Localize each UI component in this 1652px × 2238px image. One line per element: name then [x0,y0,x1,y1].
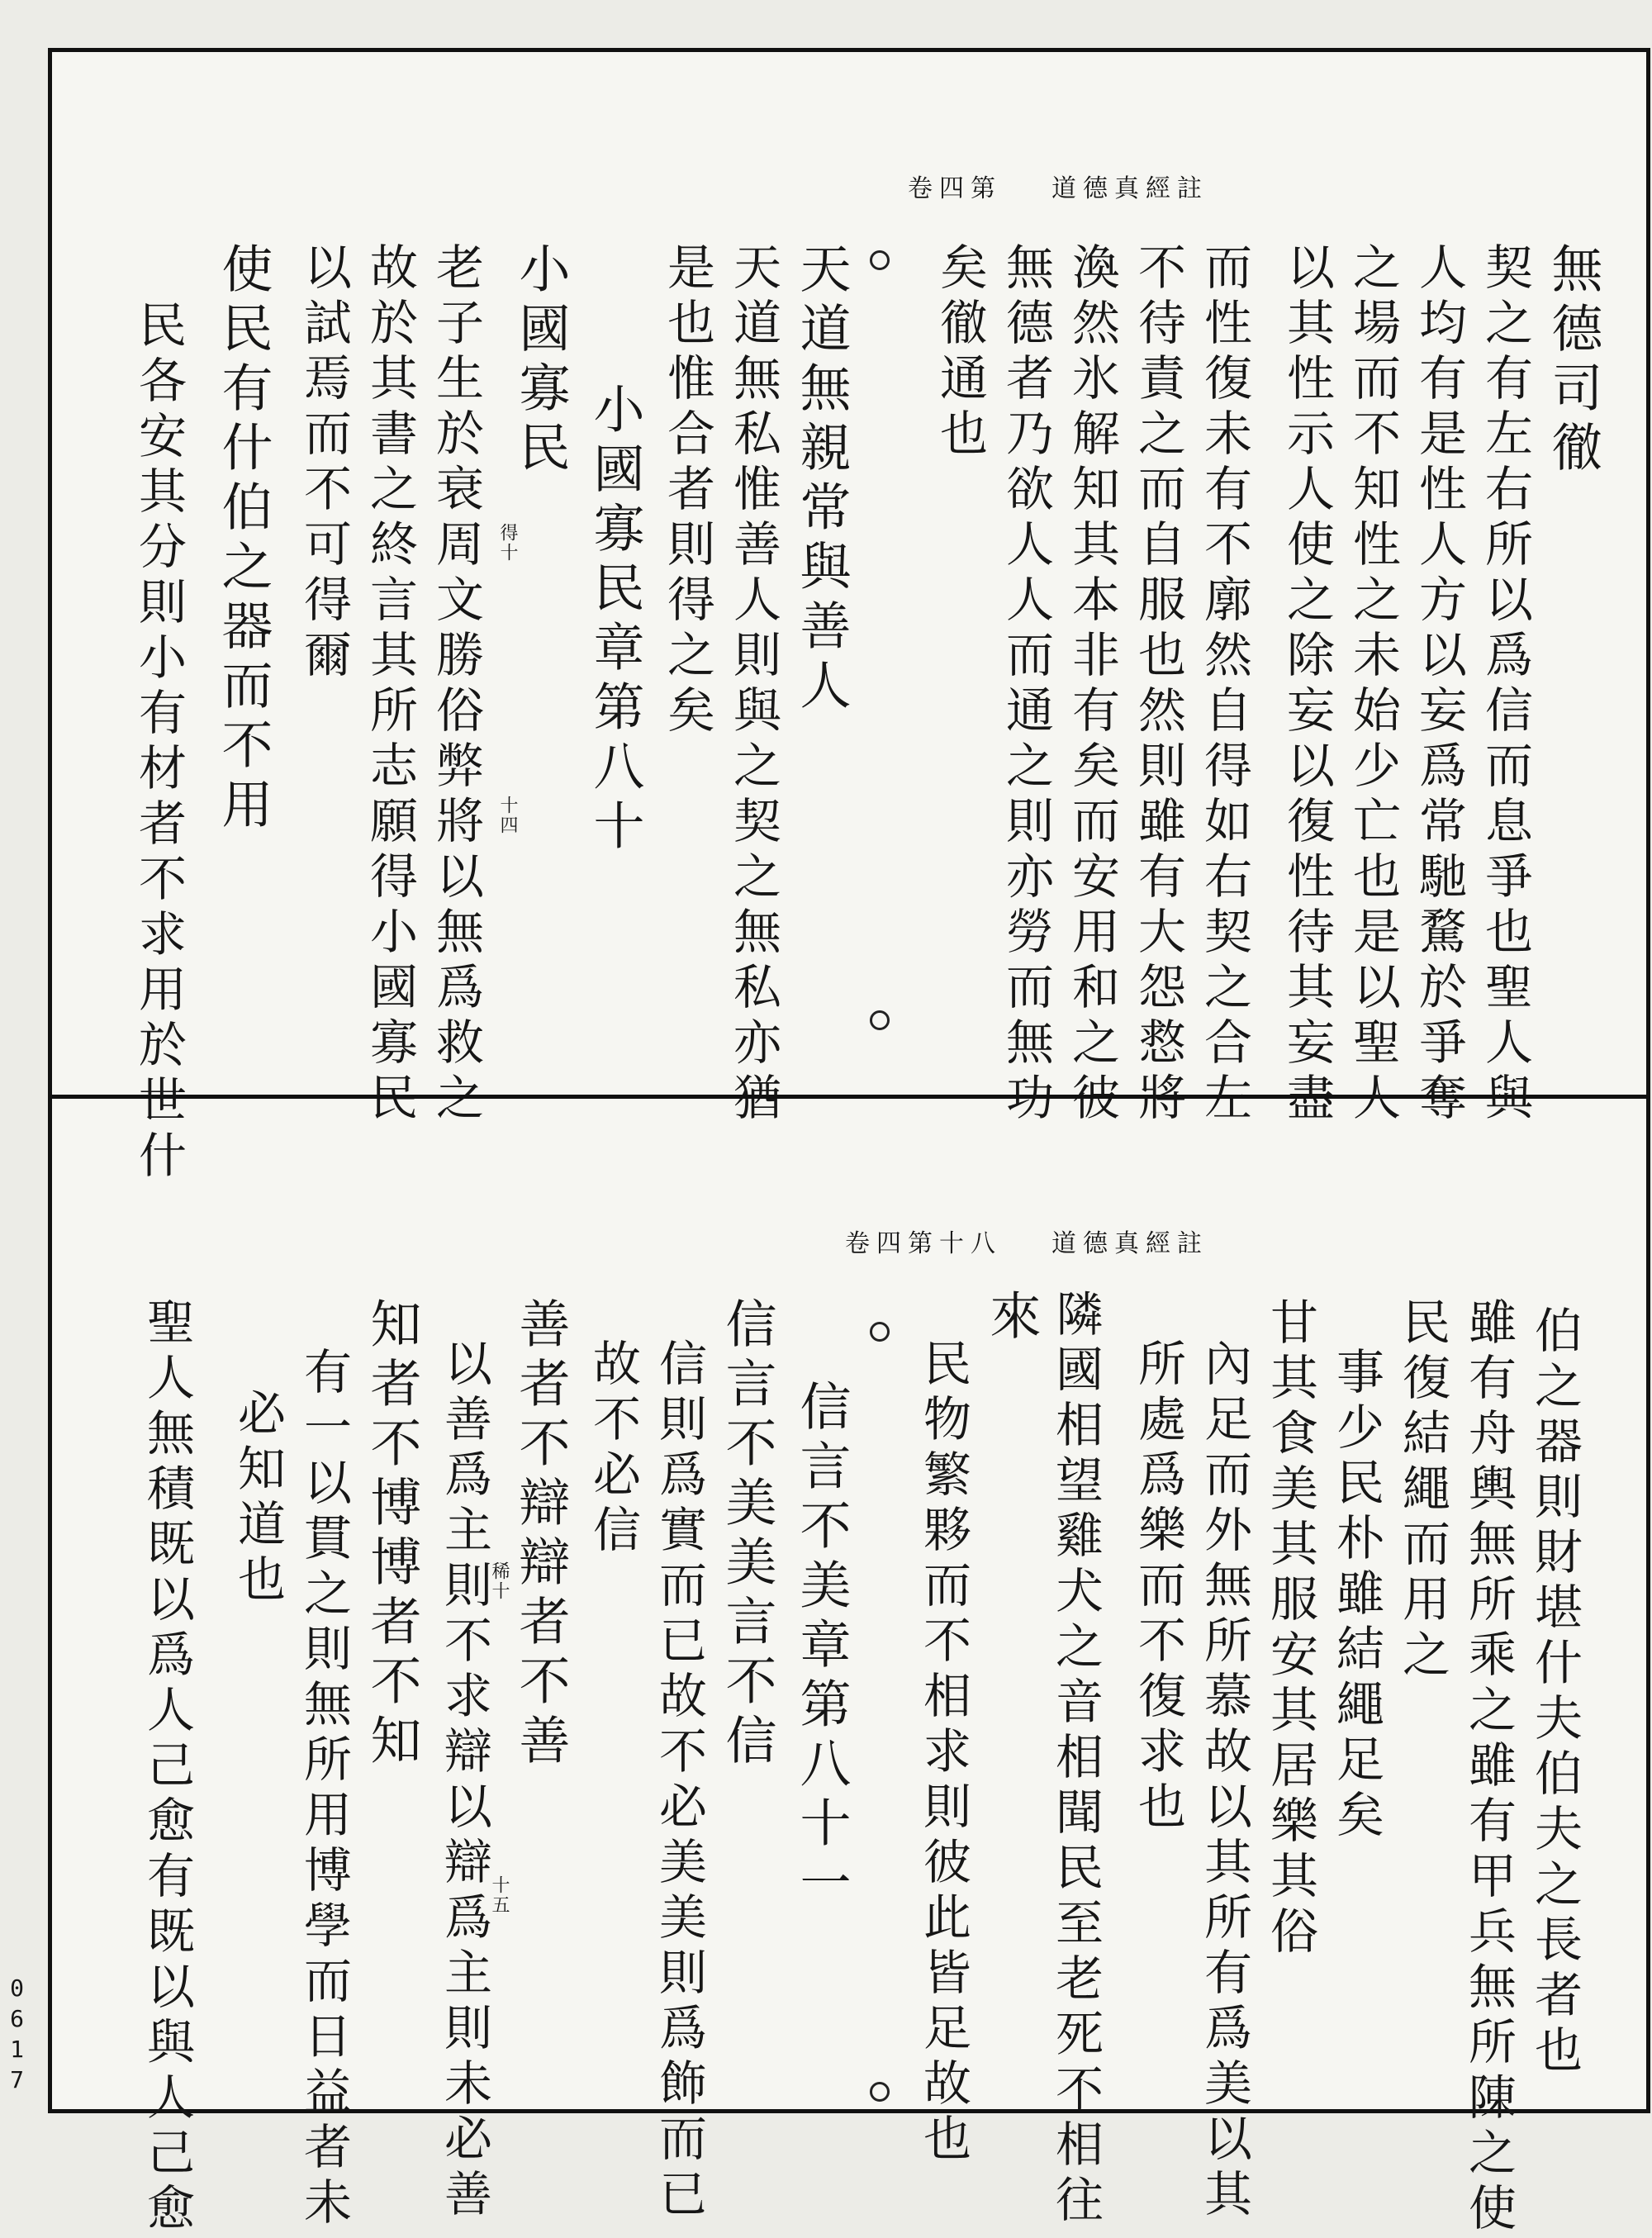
bottom-column-16: 以善爲主則不求辯以辯爲主則未必善 [436,1338,492,2224]
top-column-07: 不待責之而自服也然則雖有大怨慦將 [1130,242,1186,1128]
bottom-column-02: 雖有舟輿無所乘之雖有甲兵無所陳之使 [1460,1297,1517,2238]
top-column-16: 老子生於衰周文勝俗弊將以無爲救之 [428,242,484,1128]
bottom-column-05: 甘其食美其服安其居樂其俗 [1262,1297,1318,1961]
bottom-column-17: 知者不博博者不知 [362,1297,422,1773]
top-circle-mark-lower [870,1010,890,1030]
bottom-column-13: 信則爲實而已故不必美美則爲飾而已 [651,1338,707,2224]
bottom-column-06: 內足而外無所慕故以其所有爲美以其 [1196,1338,1252,2224]
top-column-04: 之場而不知性之未始少亡也是以聖人 [1345,242,1401,1128]
bottom-column-14: 故不必信 [585,1338,641,1560]
top-column-01: 無德司徹 [1543,242,1603,480]
bottom-column-12: 信言不美美言不信 [717,1297,777,1773]
bottom-column-08: 隣國相望雞犬之音相聞民至老死不相往 [1047,1289,1104,2230]
bottom-column-18: 有一以貫之則無所用博學而日益者未 [296,1347,352,2232]
top-column-12: 天道無私惟善人則與之契之無私亦猶 [725,242,781,1128]
bottom-column-10: 民物繁夥而不相求則彼此皆足故也 [915,1338,971,2169]
bottom-page [52,1095,1646,2238]
top-column-20: 民各安其分則小有材者不求用於世什 [131,300,187,1186]
top-running-head-volume: 卷四第 [908,174,1002,203]
bottom-marginal-note-2: 稀十 [489,1561,510,1601]
top-column-06: 而性復未有不廓然自得如右契之合左 [1196,242,1252,1128]
top-column-03: 人均有是性人方以妄爲常馳騖於爭奪 [1411,242,1467,1128]
bottom-circle-mark-lower [870,2082,890,2102]
bottom-column-11: 信言不美章第八十一 [791,1380,852,1915]
bottom-column-19: 必知道也 [230,1388,286,1609]
scripture-page-frame [48,48,1650,2238]
top-column-02: 契之有左右所以爲信而息爭也聖人與 [1477,242,1533,1128]
bottom-column-15: 善者不辯辯者不善 [510,1297,571,1773]
top-running-head [630,168,1208,204]
top-running-head-title: 道德真經註 [1051,174,1208,203]
bottom-running-head [630,1223,1208,1259]
top-column-19: 使民有什伯之器而不用 [213,242,273,837]
top-column-14: 小國寡民章第八十 [585,383,645,858]
top-circle-mark-upper [870,250,890,270]
top-column-05: 以其性示人使之除妄以復性待其妄盡 [1279,242,1335,1128]
bottom-column-20: 聖人無積既以爲人己愈有既以與人己愈 [139,1297,195,2238]
top-column-10: 矣徹通也 [932,242,988,463]
bottom-marginal-note-1: 十五 [489,1875,510,1915]
top-column-11: 天道無親常與善人 [791,242,852,718]
bottom-column-07: 所處爲樂而不復求也 [1130,1338,1186,1836]
bottom-column-01: 伯之器則財堪什夫伯夫之長者也 [1526,1305,1583,2080]
bottom-column-04: 事少民朴雖結繩足矣 [1328,1347,1384,1845]
bottom-running-head-volume: 卷四第十八 [845,1229,1002,1258]
top-column-17: 故於其書之終言其所志願得小國寡民 [362,242,418,1128]
top-marginal-note-2: 得十 [497,523,518,563]
top-column-09: 無德者乃欲人人而通之則亦勞而無功 [998,242,1054,1128]
top-page [52,52,1646,1186]
bottom-circle-mark-upper [870,1322,890,1342]
top-column-18: 以試焉而不可得爾 [296,242,352,685]
bottom-column-03: 民復結繩而用之 [1394,1297,1450,1684]
top-column-08: 渙然氷解知其本非有矣而安用和之彼 [1064,242,1120,1128]
top-column-15: 小國寡民 [510,242,571,480]
bottom-column-09: 來 [981,1289,1042,1348]
bottom-running-head-title: 道德真經註 [1051,1229,1208,1258]
top-column-13: 是也惟合者則得之矣 [659,242,715,740]
page-number: 0617 [3,1974,31,2097]
top-marginal-note-1: 十四 [497,796,518,835]
